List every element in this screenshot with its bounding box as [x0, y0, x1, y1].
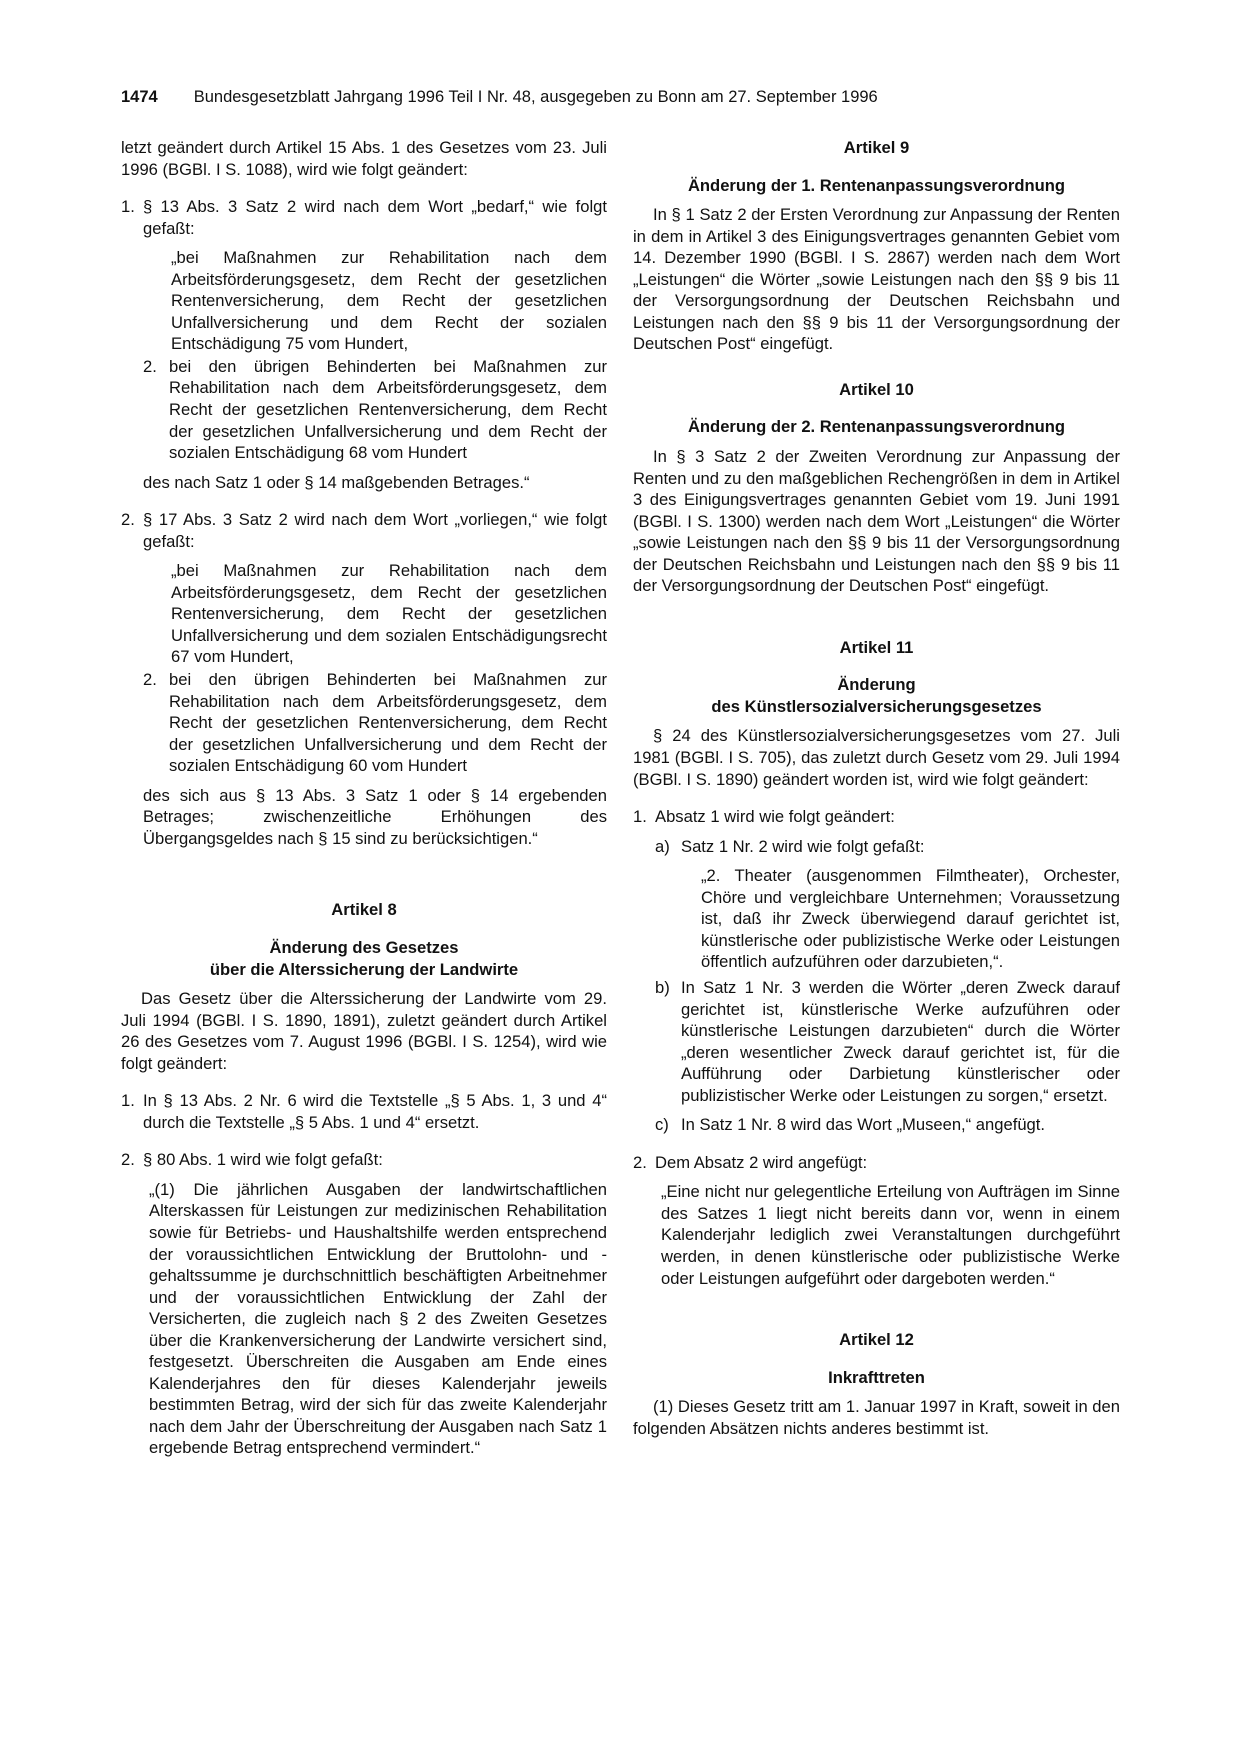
- sub-text: In Satz 1 Nr. 3 werden die Wörter „deren Zweck darauf gerichtet ist, künstlerische Werke aufzuführen oder künstlerische Leistungen darzubieten“ durch die Wörter „deren wesentlicher Zweck darauf gerichtet ist, für die Aufführung oder Darbietung künstlerischer oder publizistischer Werke oder Leistungen zu sorgen,“ ersetzt.: [681, 977, 1120, 1105]
- list-item: [121, 1149, 607, 1459]
- sub-letter: b): [655, 977, 670, 997]
- item-text: In § 13 Abs. 2 Nr. 6 wird die Textstelle „§ 5 Abs. 1, 3 und 4“ durch die Textstelle „§ 5 Abs. 1 und 4“ ersetzt.: [143, 1091, 607, 1132]
- list-number: 1.: [121, 197, 135, 217]
- sub-text: bei den übrigen Behinderten bei Maßnahmen zur Rehabilitation nach dem Arbeitsförderungsgesetz, dem Recht der gesetzlichen Rentenversicherung, dem Recht der gesetzlichen Unfallversicherung und dem Recht der sozialen Entschädigung 60 vom Hundert: [169, 670, 607, 776]
- article-title: des Künstlersozialversicherungsgesetzes: [711, 696, 1042, 716]
- sub-item: [143, 356, 607, 464]
- article-text: In § 1 Satz 2 der Ersten Verordnung zur Anpassung der Renten in dem in Artikel 3 des Einigungsvertrages genannten Gebiet vom 14. Dezember 1990 (BGBl. I S. 2867) werden nach dem Wort „Leistungen“ die Wörter „sowie Leistungen nach den §§ 9 bis 11 der Versorgungsordnung der Deutschen Reichsbahn und Leistungen nach den §§ 9 bis 11 der Versorgungsordnung der Deutschen Post“ eingefügt.: [633, 205, 1120, 354]
- list-item: [121, 509, 607, 849]
- page-header: [121, 86, 1121, 108]
- sub-item: [143, 669, 607, 777]
- item-text: Absatz 1 wird wie folgt geändert:: [655, 807, 895, 827]
- left-column: [121, 137, 607, 1459]
- article-title: Änderung des Gesetzes: [269, 937, 459, 957]
- article-text: In § 3 Satz 2 der Zweiten Verordnung zur Anpassung der Renten und zu den maßgeblichen Rechengrößen in dem in Artikel 3 des Einigungsvertrages genannten Gebiet vom 19. Juni 1991 (BGBl. I S. 1300) werden nach dem Wort „Leistungen“ die Wörter „sowie Leistungen nach den §§ 9 bis 11 der Versorgungsordnung der Deutschen Reichsbahn und Leistungen nach den §§ 9 bis 11 der Versorgungsordnung der Deutschen Post“ eingefügt.: [633, 447, 1120, 596]
- sub-letter: c): [655, 1115, 669, 1135]
- quoted-text: „2. Theater (ausgenommen Filmtheater), Orchester, Chöre und vergleichbare Unternehmen; Voraussetzung ist, daß ihr Zweck überwiegend darauf gerichtet ist, künstlerische oder publizistische Werke oder Leistungen öffentlich aufzuführen oder darzubieten,“.: [701, 866, 1120, 972]
- article-title: Inkrafttreten: [828, 1367, 925, 1387]
- sub-text: In Satz 1 Nr. 8 wird das Wort „Museen,“ angefügt.: [681, 1115, 1046, 1135]
- article-number: Artikel 10: [839, 379, 914, 399]
- closing-text: des sich aus § 13 Abs. 3 Satz 1 oder § 14 ergebenden Betrages; zwischenzeitliche Erhöhungen des Übergangsgeldes nach § 15 sind zu berücksichtigen.“: [143, 785, 607, 848]
- article-number: Artikel 12: [839, 1330, 914, 1350]
- article-title: Änderung der 2. Rentenanpassungsverordnung: [687, 417, 1066, 437]
- article-text: (1) Dieses Gesetz tritt am 1. Januar 1997 in Kraft, soweit in den folgenden Absätzen nichts anderes bestimmt ist.: [633, 1397, 1120, 1438]
- list-number: 2.: [121, 510, 135, 530]
- list-number: 2.: [121, 1150, 135, 1170]
- article-number: Artikel 8: [331, 900, 397, 920]
- sub-letter: a): [655, 836, 670, 856]
- quoted-text: „(1) Die jährlichen Ausgaben der landwirtschaftlichen Alterskassen für Leistungen zur medizinischen Rehabilitation sowie für Betriebs- und Haushaltshilfe werden entsprechend der voraussichtlichen Entwicklung der Bruttolohn- und -gehaltssumme je durchschnittlich beschäftigten Arbeitnehmer und der voraussichtlichen Entwicklung der Zahl der Versicherten, die zugleich nach § 2 des Zweiten Gesetzes über die Krankenversicherung der Landwirte versichert sind, festgesetzt. Überschreiten die Ausgaben am Ende eines Kalenderjahres den für dieses Kalenderjahr jeweils bestimmten Betrag, wird der sich für das zweite Kalenderjahr nach dem Jahr der Überschreitung der Ausgaben nach Satz 1 ergebende Betrag entsprechend vermindert.“: [149, 1179, 607, 1458]
- sub-item: [655, 1114, 1120, 1136]
- list-item: [633, 806, 1120, 1136]
- sub-item: [655, 836, 1120, 973]
- sub-text: bei den übrigen Behinderten bei Maßnahmen zur Rehabilitation nach dem Arbeitsförderungsgesetz, dem Recht der gesetzlichen Rentenversicherung, dem Recht der gesetzlichen Unfallversicherung und dem Recht der sozialen Entschädigung 68 vom Hundert: [169, 356, 607, 463]
- article-title: Änderung der 1. Rentenanpassungsverordnung: [687, 175, 1066, 195]
- item-text: § 13 Abs. 3 Satz 2 wird nach dem Wort „bedarf,“ wie folgt gefaßt:: [143, 197, 607, 238]
- article-number: Artikel 9: [843, 138, 910, 157]
- sub-item: [655, 977, 1120, 1106]
- quoted-text: „bei Maßnahmen zur Rehabilitation nach dem Arbeitsförderungsgesetz, dem Recht der gesetzlichen Rentenversicherung, dem Recht der gesetzlichen Unfallversicherung und dem sozialen Entschädigungsrecht 67 vom Hundert,: [171, 561, 607, 667]
- item-text: § 80 Abs. 1 wird wie folgt gefaßt:: [143, 1150, 383, 1170]
- article-title: über die Alterssicherung der Landwirte: [209, 959, 519, 979]
- sub-number: 2.: [143, 356, 157, 376]
- list-item: [121, 196, 607, 493]
- article-title: Änderung: [837, 675, 916, 695]
- list-number: 1.: [633, 807, 647, 827]
- intro-paragraph: letzt geändert durch Artikel 15 Abs. 1 des Gesetzes vom 23. Juli 1996 (BGBl. I S. 1088), wird wie folgt geändert:: [121, 138, 607, 179]
- article-intro: § 24 des Künstlersozialversicherungsgesetzes vom 27. Juli 1981 (BGBl. I S. 705), das zuletzt durch Gesetz vom 29. Juli 1994 (BGBl. I S. 1890) geändert worden ist, wird wie folgt geändert:: [633, 726, 1120, 789]
- quoted-text: „Eine nicht nur gelegentliche Erteilung von Aufträgen im Sinne des Satzes 1 liegt nicht bereits dann vor, wenn in einem Kalenderjahr lediglich zwei Veranstaltungen durchgeführt werden, in denen künstlerische oder publizistische Werke oder Leistungen aufgeführt oder dargeboten werden.“: [661, 1182, 1120, 1288]
- page-number: 1474: [121, 88, 158, 106]
- sub-number: 2.: [143, 670, 157, 690]
- list-item: [121, 1090, 607, 1133]
- right-column: [633, 137, 1120, 1439]
- list-number: 2.: [633, 1152, 647, 1172]
- article-number: Artikel 11: [839, 637, 914, 657]
- closing-text: des nach Satz 1 oder § 14 maßgebenden Betrages.“: [143, 472, 530, 492]
- header-title: Bundesgesetzblatt Jahrgang 1996 Teil I Nr. 48, ausgegeben zu Bonn am 27. September 1996: [193, 88, 878, 106]
- item-text: Dem Absatz 2 wird angefügt:: [655, 1152, 868, 1172]
- list-item: [633, 1152, 1120, 1289]
- sub-text: Satz 1 Nr. 2 wird wie folgt gefaßt:: [681, 836, 925, 856]
- item-text: § 17 Abs. 3 Satz 2 wird nach dem Wort „vorliegen,“ wie folgt gefaßt:: [143, 510, 607, 551]
- list-number: 1.: [121, 1091, 135, 1111]
- quoted-text: „bei Maßnahmen zur Rehabilitation nach dem Arbeitsförderungsgesetz, dem Recht der gesetzlichen Rentenversicherung, dem Recht der gesetzlichen Unfallversicherung und dem Recht der sozialen Entschädigung 75 vom Hundert,: [171, 248, 607, 354]
- article-intro: Das Gesetz über die Alterssicherung der Landwirte vom 29. Juli 1994 (BGBl. I S. 1890, 1891), zuletzt geändert durch Artikel 26 des Gesetzes vom 7. August 1996 (BGBl. I S. 1254), wird wie folgt geändert:: [121, 989, 607, 1073]
